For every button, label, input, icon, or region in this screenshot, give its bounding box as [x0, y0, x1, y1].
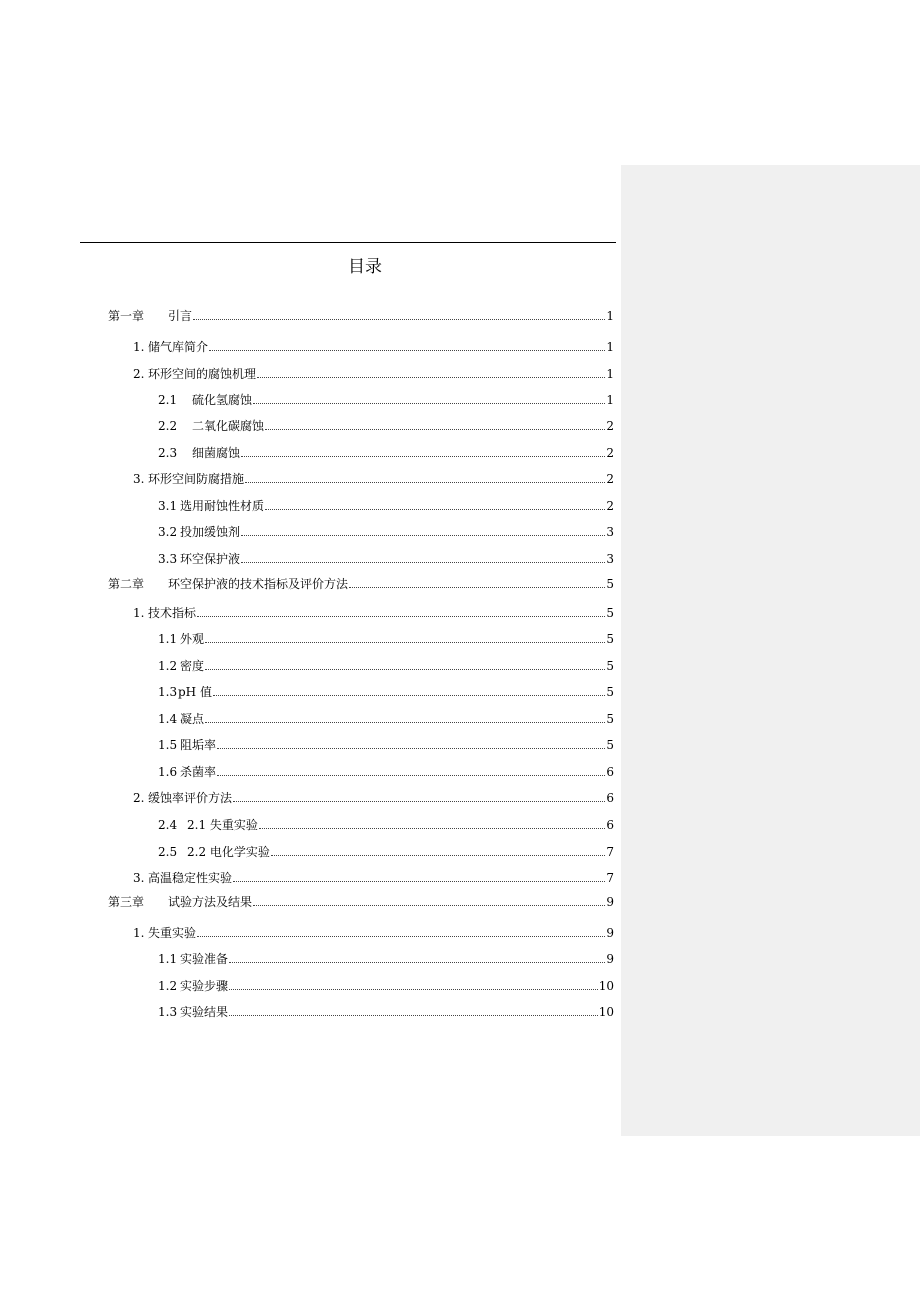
- toc-entry-page-number: 5: [606, 606, 614, 620]
- toc-entry-page-number: 10: [598, 1005, 614, 1019]
- toc-entry-page-number: 6: [606, 765, 614, 779]
- toc-entry-number: 1.: [133, 340, 145, 354]
- toc-entry-title: 高温稳定性实验: [148, 871, 233, 885]
- toc-entry[interactable]: [108, 574, 614, 592]
- toc-entry-title: 2.2 电化学实验: [187, 845, 270, 859]
- toc-dot-leader: [265, 509, 605, 510]
- toc-entry-title: 外观: [180, 632, 205, 646]
- toc-entry-title: 储气库简介: [148, 340, 209, 354]
- toc-entry[interactable]: [108, 306, 614, 324]
- toc-dot-leader: [209, 350, 605, 351]
- toc-entry-number: 1.1: [158, 632, 178, 646]
- toc-entry[interactable]: [133, 923, 614, 941]
- toc-entry[interactable]: [158, 949, 614, 967]
- toc-entry[interactable]: [133, 469, 614, 487]
- toc-dot-leader: [241, 456, 605, 457]
- toc-entry-number: 2.5: [158, 845, 178, 859]
- toc-entry-number: 3.3: [158, 552, 178, 566]
- toc-entry-page-number: 1: [606, 340, 614, 354]
- toc-dot-leader: [233, 801, 605, 802]
- toc-dot-leader: [217, 748, 605, 749]
- toc-dot-leader: [259, 828, 605, 829]
- toc-entry-page-number: 2: [606, 472, 614, 486]
- toc-dot-leader: [205, 669, 605, 670]
- toc-entry-title: 二氧化碳腐蚀: [192, 419, 265, 433]
- toc-entry[interactable]: [158, 682, 614, 700]
- toc-entry[interactable]: [158, 842, 614, 860]
- toc-entry-number: 1.6: [158, 765, 178, 779]
- toc-entry-page-number: 9: [606, 926, 614, 940]
- toc-entry-number: 3.: [133, 472, 145, 486]
- toc-entry-page-number: 9: [606, 952, 614, 966]
- toc-entry-number: 3.: [133, 871, 145, 885]
- header-rule: [80, 242, 616, 243]
- toc-dot-leader: [229, 962, 605, 963]
- toc-entry-title: 细菌腐蚀: [192, 446, 241, 460]
- toc-dot-leader: [253, 403, 605, 404]
- toc-entry-title: 选用耐蚀性材质: [180, 499, 265, 513]
- toc-entry[interactable]: [133, 868, 614, 886]
- toc-dot-leader: [245, 482, 605, 483]
- toc-entry-title: 试验方法及结果: [168, 895, 253, 909]
- toc-entry-number: 3.1: [158, 499, 178, 513]
- toc-entry-page-number: 2: [606, 419, 614, 433]
- toc-entry-title: 硫化氢腐蚀: [192, 393, 253, 407]
- toc-entry-page-number: 1: [606, 367, 614, 381]
- toc-entry[interactable]: [158, 522, 614, 540]
- toc-entry-page-number: 5: [606, 685, 614, 699]
- toc-dot-leader: [265, 429, 605, 430]
- toc-entry-title: pH 值: [178, 685, 212, 699]
- toc-entry[interactable]: [133, 603, 614, 621]
- toc-dot-leader: [253, 905, 605, 906]
- toc-entry-title: 环形空间的腐蚀机理: [148, 367, 257, 381]
- toc-entry-number: 1.2: [158, 659, 178, 673]
- toc-dot-leader: [233, 881, 605, 882]
- toc-dot-leader: [229, 1015, 598, 1016]
- toc-entry-number: 1.5: [158, 738, 178, 752]
- toc-entry-title: 环空保护液: [180, 552, 241, 566]
- toc-entry-page-number: 1: [606, 393, 614, 407]
- toc-entry-title: 环空保护液的技术指标及评价方法: [168, 577, 349, 591]
- toc-dot-leader: [349, 587, 605, 588]
- toc-dot-leader: [213, 695, 605, 696]
- toc-entry-title: 实验准备: [180, 952, 229, 966]
- toc-entry-number: 2.: [133, 367, 145, 381]
- toc-entry-number: 2.: [133, 791, 145, 805]
- toc-entry-title: 引言: [168, 309, 193, 323]
- toc-dot-leader: [205, 722, 605, 723]
- toc-entry[interactable]: [133, 337, 614, 355]
- toc-entry[interactable]: [158, 416, 614, 434]
- toc-entry-number: 2.3: [158, 446, 178, 460]
- toc-entry[interactable]: [158, 1002, 614, 1020]
- toc-entry-number: 第三章: [108, 895, 145, 909]
- toc-entry-page-number: 7: [606, 845, 614, 859]
- toc-entry[interactable]: [108, 892, 614, 910]
- toc-dot-leader: [197, 616, 605, 617]
- toc-entry-page-number: 5: [606, 659, 614, 673]
- toc-entry-title: 阻垢率: [180, 738, 217, 752]
- toc-entry-title: 杀菌率: [180, 765, 217, 779]
- toc-entry-number: 1.4: [158, 712, 178, 726]
- toc-entry-title: 缓蚀率评价方法: [148, 791, 233, 805]
- toc-entry-number: 1.3: [158, 1005, 178, 1019]
- toc-entry-number: 1.1: [158, 952, 178, 966]
- toc-entry-title: 实验结果: [180, 1005, 229, 1019]
- toc-entry-page-number: 7: [606, 871, 614, 885]
- toc-entry-page-number: 6: [606, 791, 614, 805]
- toc-entry-page-number: 1: [606, 309, 614, 323]
- toc-entry-number: 第一章: [108, 309, 145, 323]
- toc-dot-leader: [197, 936, 605, 937]
- toc-entry[interactable]: [158, 709, 614, 727]
- toc-entry[interactable]: [158, 496, 614, 514]
- toc-dot-leader: [241, 535, 605, 536]
- toc-entry[interactable]: [158, 815, 614, 833]
- toc-entry-title: 投加缓蚀剂: [180, 525, 241, 539]
- toc-entry-number: 3.2: [158, 525, 178, 539]
- toc-entry-page-number: 5: [606, 577, 614, 591]
- toc-entry[interactable]: [133, 788, 614, 806]
- toc-entry[interactable]: [158, 656, 614, 674]
- toc-entry[interactable]: [158, 762, 614, 780]
- toc-entry-title: 2.1 失重实验: [187, 818, 258, 832]
- toc-dot-leader: [205, 642, 605, 643]
- toc-entry-page-number: 9: [606, 895, 614, 909]
- toc-dot-leader: [257, 377, 605, 378]
- toc-entry-page-number: 5: [606, 712, 614, 726]
- toc-entry-title: 技术指标: [148, 606, 197, 620]
- toc-entry[interactable]: [158, 629, 614, 647]
- toc-entry-title: 实验步骤: [180, 979, 229, 993]
- toc-dot-leader: [241, 562, 605, 563]
- toc-title: 目录: [348, 257, 382, 277]
- toc-entry-title: 失重实验: [148, 926, 197, 940]
- toc-entry[interactable]: [158, 390, 614, 408]
- toc-entry[interactable]: [158, 976, 614, 994]
- toc-entry-title: 密度: [180, 659, 205, 673]
- toc-entry-number: 1.: [133, 606, 145, 620]
- toc-entry-page-number: 3: [606, 552, 614, 566]
- toc-dot-leader: [193, 319, 605, 320]
- toc-entry-title: 凝点: [180, 712, 205, 726]
- toc-entry-number: 1.2: [158, 979, 178, 993]
- toc-dot-leader: [271, 855, 605, 856]
- toc-dot-leader: [229, 989, 598, 990]
- toc-entry-number: 2.4: [158, 818, 178, 832]
- toc-entry[interactable]: [158, 735, 614, 753]
- toc-entry-title: 环形空间防腐措施: [148, 472, 245, 486]
- toc-entry-page-number: 10: [598, 979, 614, 993]
- toc-entry-page-number: 2: [606, 499, 614, 513]
- toc-entry[interactable]: [133, 364, 614, 382]
- toc-entry-number: 1.3: [158, 685, 178, 699]
- toc-entry-page-number: 6: [606, 818, 614, 832]
- toc-entry-page-number: 5: [606, 632, 614, 646]
- toc-entry-number: 1.: [133, 926, 145, 940]
- toc-entry-page-number: 3: [606, 525, 614, 539]
- toc-entry[interactable]: [158, 549, 614, 567]
- toc-entry-number: 2.2: [158, 419, 178, 433]
- toc-dot-leader: [217, 775, 605, 776]
- toc-entry-page-number: 2: [606, 446, 614, 460]
- toc-entry-number: 第二章: [108, 577, 145, 591]
- toc-entry[interactable]: [158, 443, 614, 461]
- toc-entry-page-number: 5: [606, 738, 614, 752]
- toc-entry-number: 2.1: [158, 393, 178, 407]
- comment-margin-pane: [621, 165, 920, 1136]
